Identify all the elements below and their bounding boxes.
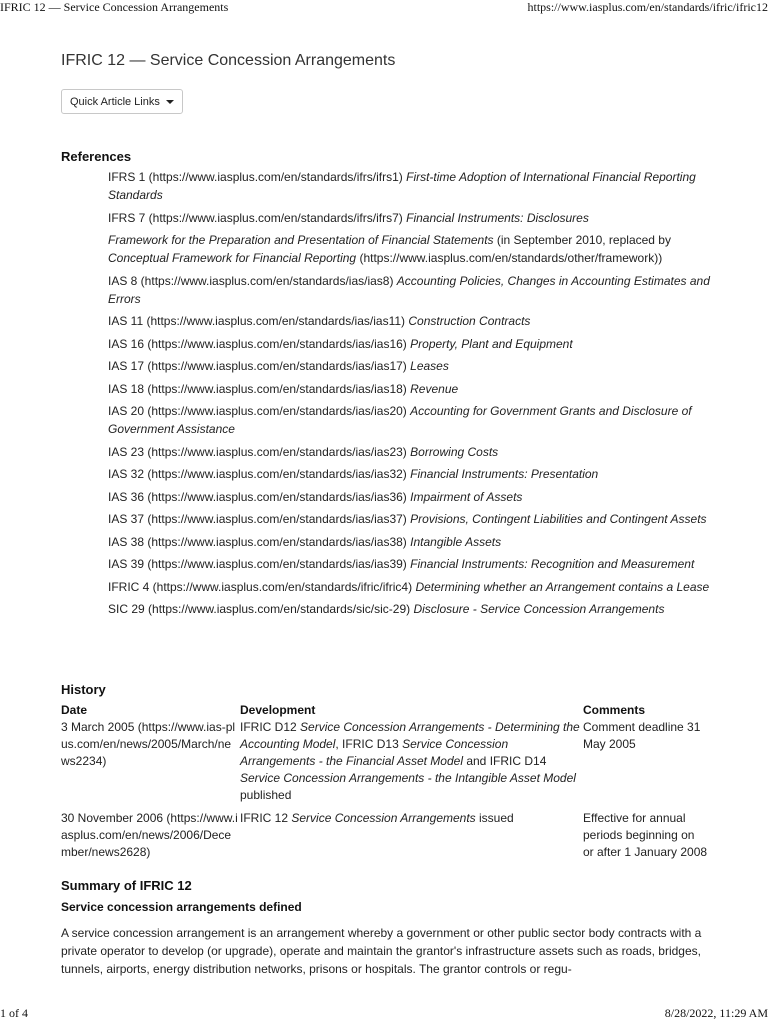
summary-subheading: Service concession arrangements defined: [61, 900, 302, 914]
print-footer: [0, 1006, 768, 1024]
reference-item[interactable]: IAS 11 (https://www.iasplus.com/en/standards/ias/ias11) Construction Contracts: [108, 314, 531, 328]
history-date-link[interactable]: 3 March 2005 (https://www.ias-plus.com/en/news/2005/March/news2234): [61, 720, 236, 768]
history-header-row: [60, 702, 708, 719]
print-header-url: https://www.iasplus.com/en/standards/ifric/ifric12: [527, 0, 768, 14]
history-development: IFRIC D12 Service Concession Arrangements - Determining the Accounting Model, IFRIC D13 Service Concession Arrangements - the Financial Asset Model and IFRIC D14 Service Concession Arrangements - the Intangible Asset Model published: [240, 720, 580, 802]
reference-item[interactable]: IAS 8 (https://www.iasplus.com/en/standards/ias/ias8) Accounting Policies, Changes in Accounting Estimates and Errors: [108, 273, 710, 306]
history-comments: Comment deadline 31 May 2005: [583, 720, 701, 751]
column-header-date: Date: [61, 703, 88, 717]
reference-item[interactable]: IFRS 7 (https://www.iasplus.com/en/standards/ifrs/ifrs7) Financial Instruments: Disclosures: [108, 210, 589, 225]
reference-item[interactable]: IAS 17 (https://www.iasplus.com/en/standards/ias/ias17) Leases: [108, 359, 449, 373]
print-header-title: IFRIC 12 — Service Concession Arrangements: [0, 0, 229, 14]
summary-heading: Summary of IFRIC 12: [61, 878, 192, 893]
caret-down-icon: [166, 100, 174, 104]
history-comments: Effective for annual periods beginning on or after 1 January 2008: [583, 811, 708, 859]
reference-item[interactable]: IAS 20 (https://www.iasplus.com/en/standards/ias/ias20) Accounting for Government Grants and Disclosure of Government Assistance: [108, 404, 692, 436]
column-header-comments: Comments: [583, 703, 646, 717]
reference-item[interactable]: Framework for the Preparation and Presentation of Financial Statements (in September 2010, replaced by Conceptual Framework for Financial Reporting (https://www.iasplus.com/en/standards/other/framework)): [108, 233, 671, 265]
reference-item[interactable]: IAS 16 (https://www.iasplus.com/en/standards/ias/ias16) Property, Plant and Equipment: [108, 336, 573, 351]
history-heading: History: [61, 682, 106, 697]
history-row: [60, 719, 708, 810]
reference-item[interactable]: IAS 37 (https://www.iasplus.com/en/standards/ias/ias37) Provisions, Contingent Liabilities and Contingent Assets: [108, 512, 707, 526]
print-timestamp: 8/28/2022, 11:29 AM: [664, 1006, 768, 1020]
reference-item[interactable]: IFRS 1 (https://www.iasplus.com/en/standards/ifrs/ifrs1) First-time Adoption of International Financial Reporting Standards: [108, 170, 696, 202]
history-row: [60, 810, 708, 867]
page-title: IFRIC 12 — Service Concession Arrangements: [61, 52, 396, 69]
reference-item[interactable]: IAS 36 (https://www.iasplus.com/en/standards/ias/ias36) Impairment of Assets: [108, 489, 523, 504]
quick-article-links-label: Quick Article Links: [70, 95, 160, 108]
print-header: [0, 0, 768, 16]
references-list: [108, 168, 712, 623]
summary-paragraph: A service concession arrangement is an arrangement whereby a government or other public sector body contracts with a private operator to develop (or upgrade), operate and maintain the grantor's infrastructure assets such as roads, bridges, tunnels, airports, energy distribution networks, prisons or hospitals. The grantor controls or regu-: [61, 926, 702, 976]
page-counter: 1 of 4: [0, 1006, 28, 1020]
history-table: [60, 702, 708, 867]
reference-item[interactable]: IAS 38 (https://www.iasplus.com/en/standards/ias/ias38) Intangible Assets: [108, 534, 502, 549]
column-header-development: Development: [240, 703, 316, 717]
reference-item[interactable]: IAS 18 (https://www.iasplus.com/en/standards/ias/ias18) Revenue: [108, 381, 459, 396]
quick-article-links-button[interactable]: [61, 89, 183, 114]
reference-item[interactable]: IAS 23 (https://www.iasplus.com/en/standards/ias/ias23) Borrowing Costs: [108, 444, 499, 459]
history-development: IFRIC 12 Service Concession Arrangements issued: [240, 811, 514, 825]
reference-item[interactable]: IAS 32 (https://www.iasplus.com/en/standards/ias/ias32) Financial Instruments: Presentation: [108, 467, 599, 481]
reference-item[interactable]: IFRIC 4 (https://www.iasplus.com/en/standards/ifric/ifric4) Determining whether an Arrangement contains a Lease: [108, 579, 710, 594]
references-heading: References: [61, 149, 132, 164]
reference-item[interactable]: IAS 39 (https://www.iasplus.com/en/standards/ias/ias39) Financial Instruments: Recognition and Measurement: [108, 557, 695, 571]
reference-item[interactable]: SIC 29 (https://www.iasplus.com/en/standards/sic/sic-29) Disclosure - Service Concession Arrangements: [108, 602, 665, 616]
history-date-link[interactable]: 30 November 2006 (https://www.iasplus.com/en/news/2006/December/news2628): [61, 811, 238, 859]
